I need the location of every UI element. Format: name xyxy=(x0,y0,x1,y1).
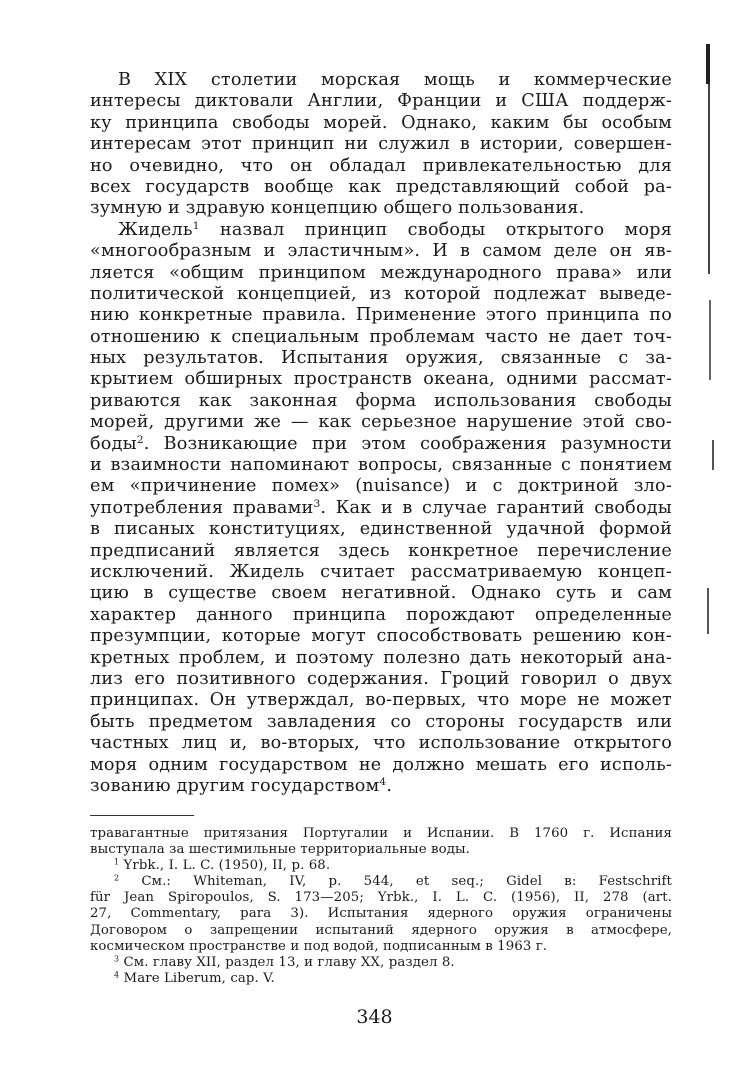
text-line: риваются как законная форма использования свободы xyxy=(90,390,672,411)
footnote-ref: 2 xyxy=(136,433,144,446)
text-line: интересам этот принцип ни служил в истории, совершен- xyxy=(90,134,672,155)
footnotes xyxy=(90,826,672,987)
scan-edge-mark xyxy=(708,84,710,274)
text-line: ляется «общим принципом международного права» или xyxy=(90,262,672,283)
text-line: крытием обширных пространств океана, одними рассмат- xyxy=(90,369,672,390)
text-line: нию конкретные правила. Применение этого принципа по xyxy=(90,305,672,326)
footnote-ref: 1 xyxy=(192,219,200,232)
text-line: предписаний является здесь конкретное перечисление xyxy=(90,540,672,561)
text-line: лиз его позитивного содержания. Гроций говорил о двух xyxy=(90,668,672,689)
footnote-1: $^1$ Yrbk., I. L. C. (1950), II, p. 68. xyxy=(114,857,331,874)
footnote-line: 27, Commentary, para 3). Испытания ядерного оружия ограничены xyxy=(90,906,672,922)
text-line: исключений. Жидель считает рассматриваемую концеп- xyxy=(90,561,672,582)
footnote-ref: 3 xyxy=(313,498,321,511)
scan-edge-mark xyxy=(707,588,709,634)
text-line: В XIX столетии морская мощь и коммерческие xyxy=(118,70,672,90)
footnote-ref: 4 xyxy=(379,776,387,789)
scan-edge-mark xyxy=(709,300,711,380)
text-line: и взаимности напоминают вопросы, связанные с понятием xyxy=(90,455,672,476)
footnote-line: выступала за шестимильные территориальные воды. xyxy=(90,842,471,858)
footnote-line: Договором о запрещении испытаний ядерного оружия в атмосфере, xyxy=(90,922,672,938)
page-number: 348 xyxy=(356,1006,393,1028)
text-line: но очевидно, что он обладал привлекательностью для xyxy=(90,155,672,176)
text-line: боды$^2$. Возникающие при этом соображения разумности xyxy=(90,433,672,454)
text-line: употребления правами$^3$. Как и в случае гарантий свободы xyxy=(90,497,672,518)
text-line: Жидель$^1$ назвал принцип свободы открытого моря xyxy=(118,219,672,240)
text-line: ем «причинение помех» (nuisance) и с доктриной зло- xyxy=(90,476,672,497)
text-line: интересы диктовали Англии, Франции и США поддерж- xyxy=(90,91,672,112)
text-line: «многообразным и эластичным». И в самом деле он яв- xyxy=(90,241,672,262)
main-body-text xyxy=(90,70,672,797)
text-line: моря одним государством не должно мешать его исполь- xyxy=(90,754,672,775)
text-line: кретных проблем, и поэтому полезно дать некоторый ана- xyxy=(90,647,672,668)
footnote-3: $^3$ См. главу XII, раздел 13, и главу XX, раздел 8. xyxy=(114,954,455,970)
text-line: быть предметом завладения со стороны государств или xyxy=(90,711,672,732)
text-line: ку принципа свободы морей. Однако, каким бы особым xyxy=(90,112,672,133)
text-line: характер данного принципа порождают определенные xyxy=(90,604,672,625)
text-line: морей, другими же — как серьезное нарушение этой сво- xyxy=(90,412,672,433)
text-line: цию в существе своем негативной. Однако суть и сам xyxy=(90,583,672,604)
text-line: зованию другим государством$^4$. xyxy=(90,775,393,796)
text-line: презумпции, которые могут способствовать решению кон- xyxy=(90,626,672,647)
footnote-line: травагантные притязания Португалии и Испании. В 1760 г. Испания xyxy=(90,826,672,841)
text-line: принципах. Он утверждал, во-первых, что море не может xyxy=(90,690,672,711)
text-line: частных лиц и, во-вторых, что использование открытого xyxy=(90,733,672,754)
text-line: зумную и здравую концепцию общего пользования. xyxy=(90,198,585,219)
footnote-2: $^2$ См.: Whiteman, IV, p. 544, et seq.; Gidel в: Festschrift xyxy=(114,873,672,890)
text-line: ных результатов. Испытания оружия, связанные с за- xyxy=(90,348,672,369)
footnote-4: $^4$ Mare Liberum, cap. V. xyxy=(114,970,275,986)
text-line: всех государств вообще как представляющий собой ра- xyxy=(90,176,672,197)
text-line: отношению к специальным проблемам часто не дает точ- xyxy=(90,326,672,347)
scan-edge-mark xyxy=(712,440,714,470)
footnote-line: космическом пространстве и под водой, подписанным в 1963 г. xyxy=(90,938,548,954)
text-line: политической концепцией, из которой подлежат выведе- xyxy=(90,283,672,304)
footnote-divider xyxy=(90,815,194,816)
footnote-line: für Jean Spiropoulos, S. 173—205; Yrbk., I. L. C. (1956), II, 278 (art. xyxy=(90,890,672,906)
scan-edge-mark xyxy=(706,44,710,84)
text-line: в писаных конституциях, единственной удачной формой xyxy=(90,519,672,540)
